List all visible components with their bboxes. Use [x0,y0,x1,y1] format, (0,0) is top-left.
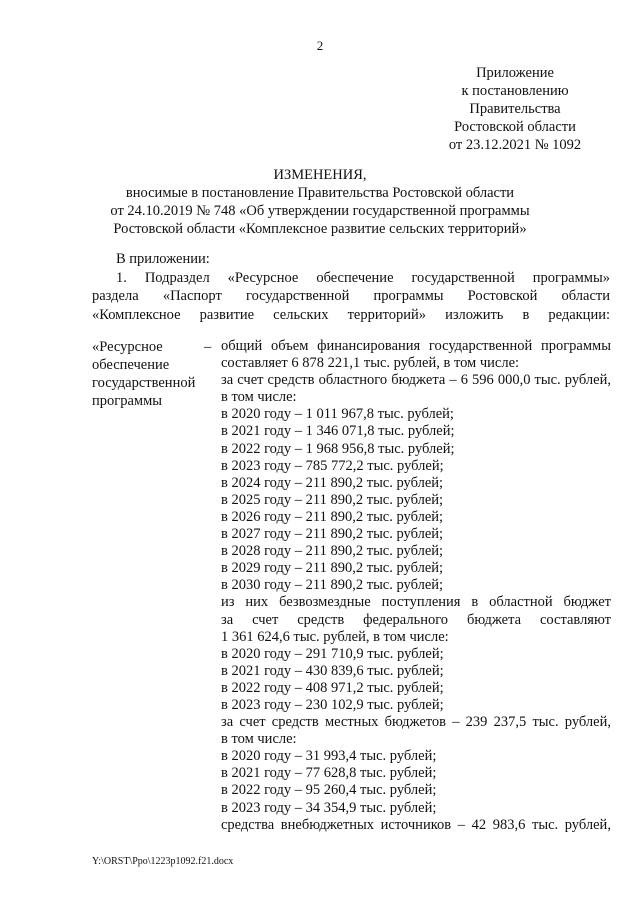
funding-line: составляет 6 878 221,1 тыс. рублей, в том числе: [221,355,520,372]
funding-line: в 2025 году – 211 890,2 тыс. рублей; [221,491,444,508]
file-path-footer: Y:\ORST\Ppo\1223p1092.f21.docx [92,856,234,867]
funding-line: в 2030 году – 211 890,2 тыс. рублей; [221,577,444,594]
resource-label-line: «Ресурсное [92,339,163,355]
funding-line: за счет средств федерального бюджета составляют [221,611,611,628]
funding-line: в 2020 году – 1 011 967,8 тыс. рублей; [221,406,454,423]
funding-line: в 2022 году – 1 968 956,8 тыс. рублей; [221,440,455,457]
funding-line: в 2026 году – 211 890,2 тыс. рублей; [221,508,444,525]
funding-line: в том числе: [221,389,297,406]
appendix-line: Правительства [469,101,561,117]
appendix-line: от 23.12.2021 № 1092 [448,137,582,153]
separator-dash: – [204,339,212,355]
resource-label-line: программы [92,393,162,409]
intro-line: 1. Подраздел «Ресурсное обеспечение государственной программы» [116,269,610,286]
document-title [0,166,640,238]
title-line: от 24.10.2019 № 748 «Об утверждении государственной программы [110,203,530,219]
page-number: 2 [316,38,324,53]
funding-line: в 2029 году – 211 890,2 тыс. рублей; [221,560,444,577]
title-line: вносимые в постановление Правительства Ростовской области [125,185,515,201]
intro-line: «Комплексное развитие сельских территорий» изложить в редакции: [92,306,610,323]
funding-line: в 2020 году – 31 993,4 тыс. рублей; [221,748,437,765]
intro-line: раздела «Паспорт государственной программы Ростовской области [92,288,610,304]
funding-line: в 2021 году – 77 628,8 тыс. рублей; [221,765,437,782]
funding-line: в 2021 году – 430 839,6 тыс. рублей; [221,662,444,679]
funding-line: за счет средств областного бюджета – 6 596 000,0 тыс. рублей, [221,372,611,389]
funding-line: в 2023 году – 230 102,9 тыс. рублей; [221,696,444,713]
funding-line: в 2022 году – 408 971,2 тыс. рублей; [221,679,444,696]
funding-line: в 2028 году – 211 890,2 тыс. рублей; [221,543,444,560]
funding-line: в 2022 году – 95 260,4 тыс. рублей; [221,782,437,799]
title-line: Ростовской области «Комплексное развитие сельских территорий» [113,221,527,237]
funding-line: в 2023 году – 785 772,2 тыс. рублей; [221,457,444,474]
appendix-line: к постановлению [461,83,569,99]
funding-line: в том числе: [221,731,297,748]
funding-line: в 2023 году – 34 354,9 тыс. рублей; [221,799,437,816]
funding-line: в 2024 году – 211 890,2 тыс. рублей; [221,474,444,491]
funding-line: в 2021 году – 1 346 071,8 тыс. рублей; [221,423,455,440]
resource-label [92,338,212,410]
appendix-line: Приложение [476,65,554,81]
funding-line: общий объем финансирования государственной программы [221,338,611,354]
funding-line: 1 361 624,6 тыс. рублей, в том числе: [221,628,449,645]
appendix-header [440,64,590,154]
funding-line: в 2020 году – 291 710,9 тыс. рублей; [221,645,444,662]
intro-line: В приложении: [116,251,210,267]
resource-label-line: государственной [92,375,196,391]
funding-line: из них безвозмездные поступления в областной бюджет [221,594,611,611]
funding-line: средства внебюджетных источников – 42 983,6 тыс. рублей, [221,816,611,833]
intro-paragraph [92,250,610,324]
title-heading: ИЗМЕНЕНИЯ, [273,167,367,183]
appendix-line: Ростовской области [454,119,576,135]
funding-details [221,338,611,834]
funding-line: за счет средств местных бюджетов – 239 237,5 тыс. рублей, [221,714,611,731]
resource-label-line: обеспечение [92,357,170,373]
funding-line: в 2027 году – 211 890,2 тыс. рублей; [221,526,444,543]
